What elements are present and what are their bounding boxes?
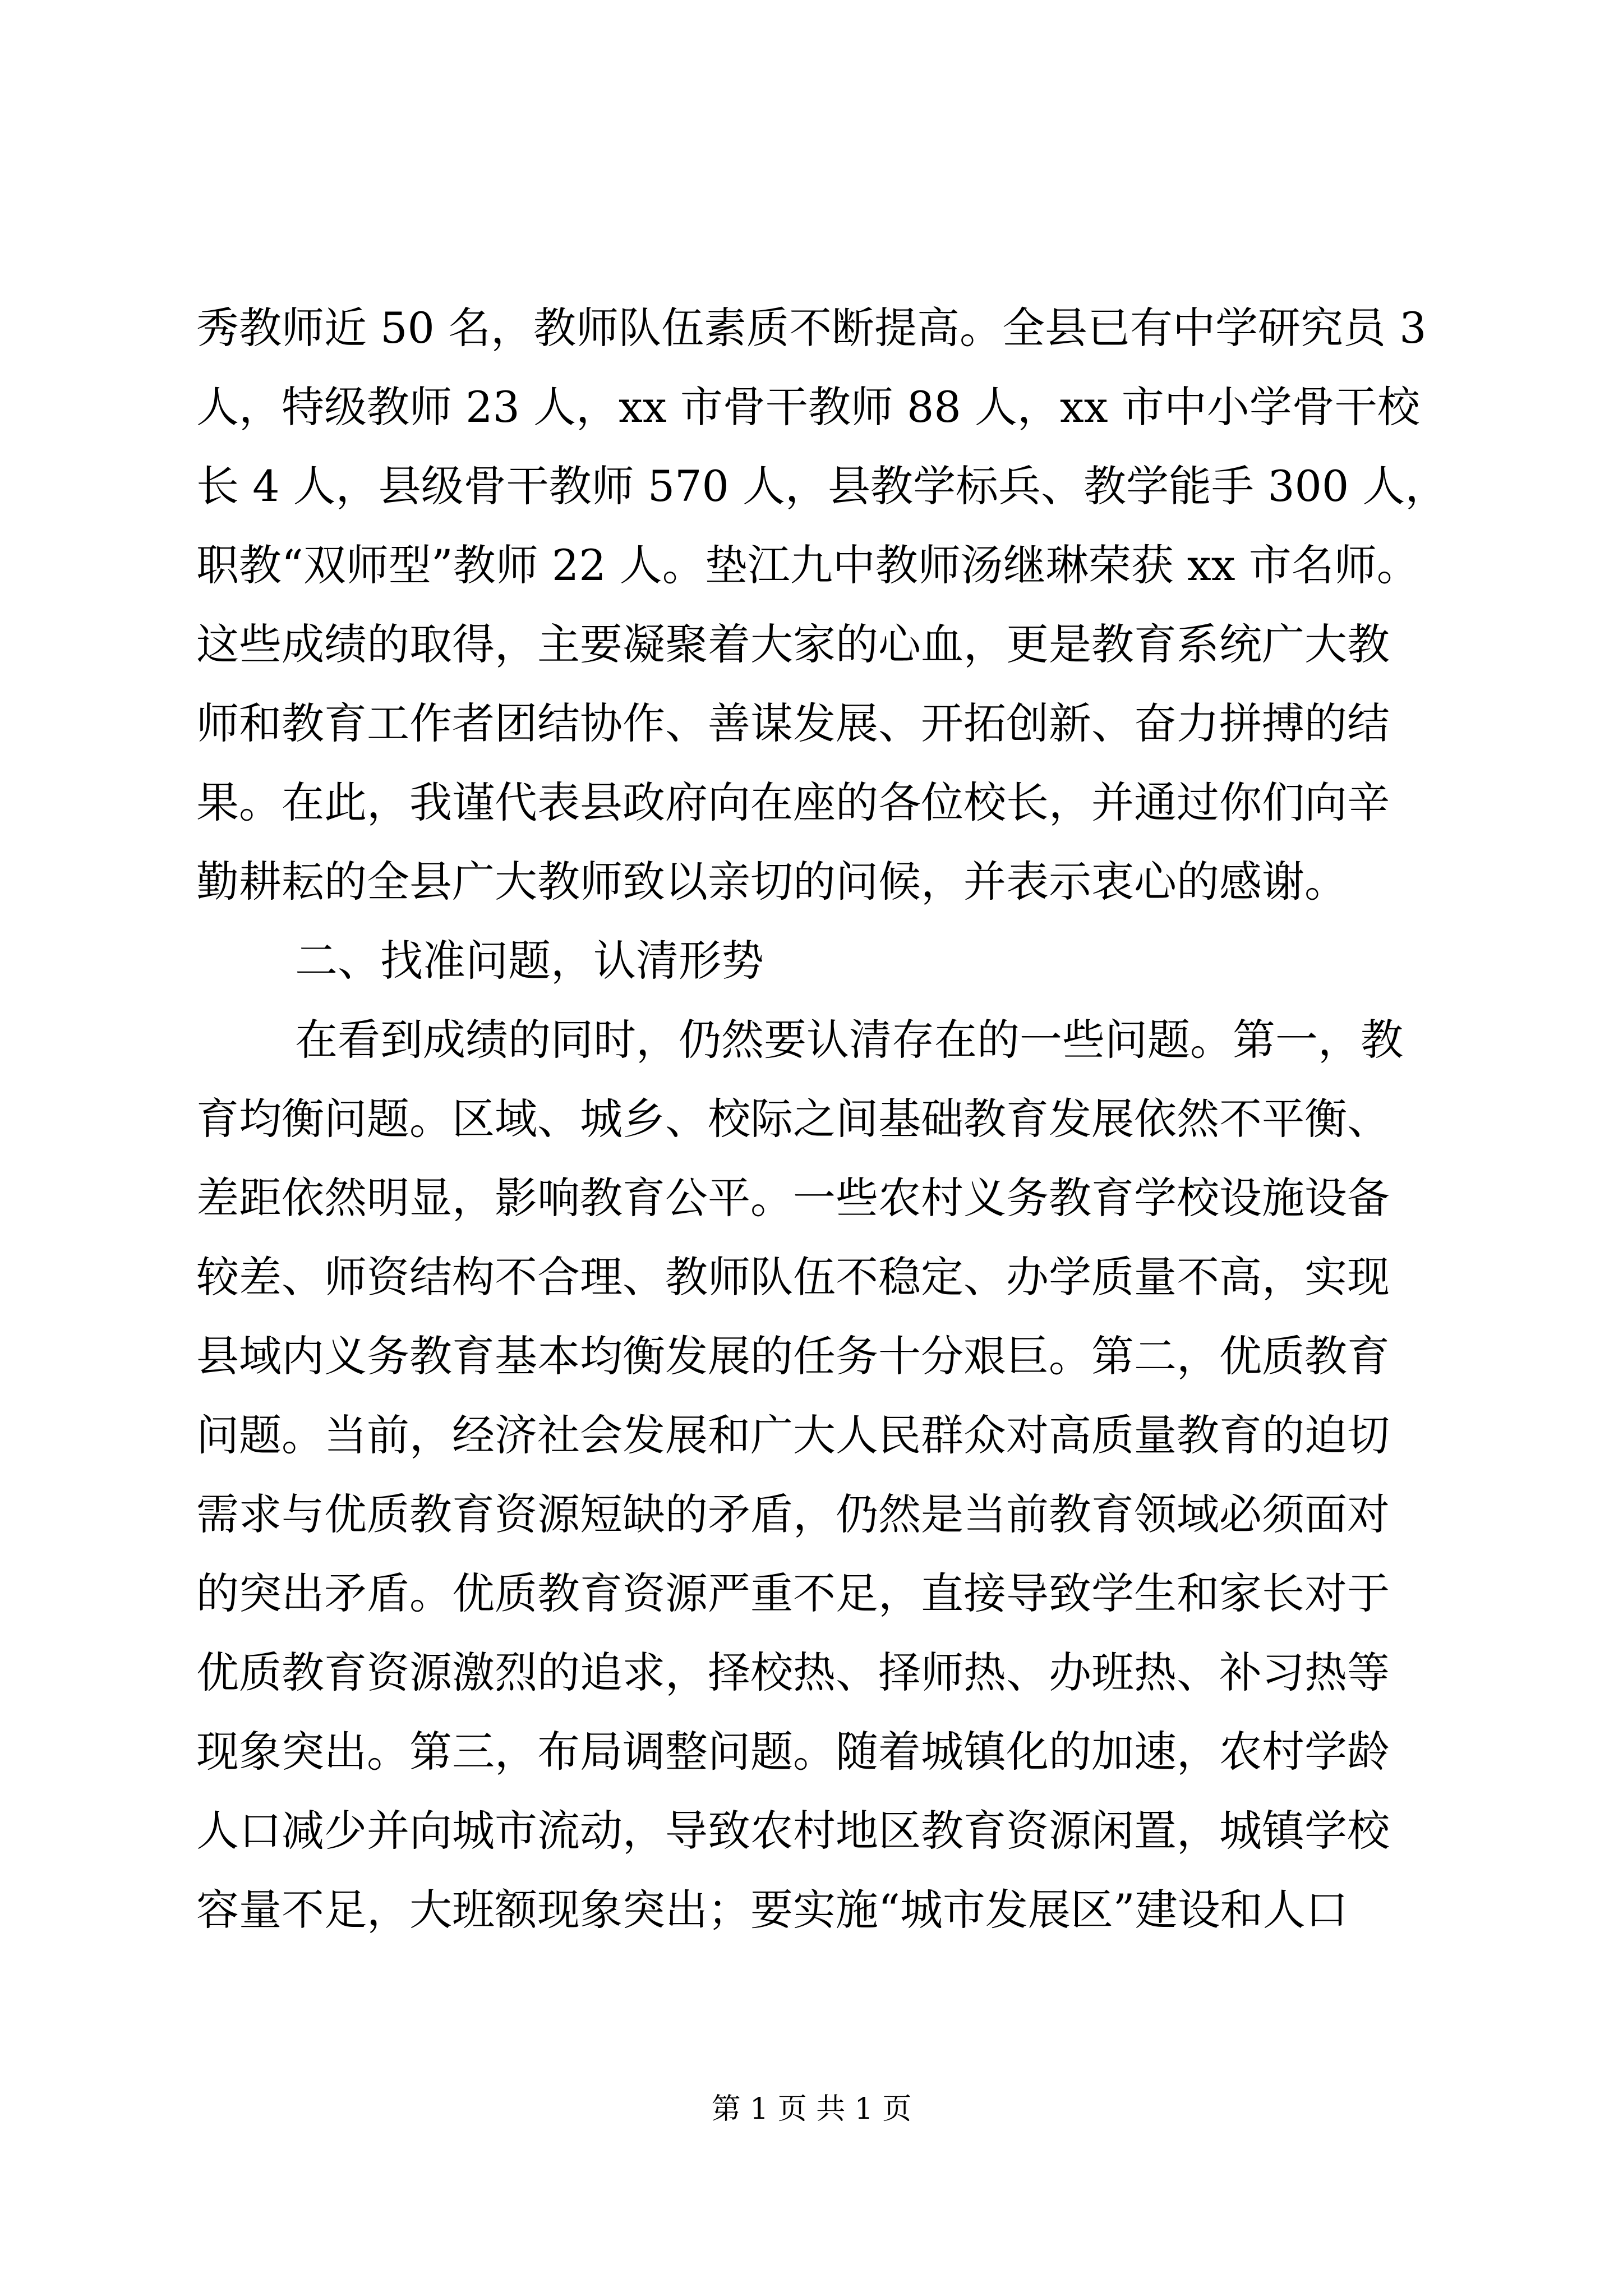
text-line: 问题。当前，经济社会发展和广大人民群众对高质量教育的迫切: [196, 1410, 1390, 1460]
text-line: 人口减少并向城市流动，导致农村地区教育资源闲置，城镇学校: [196, 1806, 1390, 1856]
text-line: 较差、师资结构不合理、教师队伍不稳定、办学质量不高，实现: [196, 1252, 1390, 1302]
text-line: 勤耕耘的全县广大教师致以亲切的问候，并表示衷心的感谢。: [196, 857, 1347, 907]
text-line: 师和教育工作者团结协作、善谋发展、开拓创新、奋力拼搏的结: [196, 698, 1390, 748]
text-line: 长 4 人，县级骨干教师 570 人，县教学标兵、教学能手 300 人，: [196, 461, 1448, 511]
text-line: 秀教师近 50 名，教师队伍素质不断提高。全县已有中学研究员 3: [196, 303, 1427, 353]
paragraph-first-line: 在看到成绩的同时，仍然要认清存在的一些问题。第一，教: [295, 1015, 1403, 1065]
text-line: 需求与优质教育资源短缺的矛盾，仍然是当前教育领域必须面对: [196, 1489, 1390, 1539]
text-line: 县域内义务教育基本均衡发展的任务十分艰巨。第二，优质教育: [196, 1331, 1390, 1381]
text-line: 优质教育资源激烈的追求，择校热、择师热、办班热、补习热等: [196, 1648, 1390, 1697]
section-heading: 二、找准问题，认清形势: [295, 936, 764, 986]
page-footer: 第 1 页 共 1 页: [711, 2092, 912, 2126]
text-line: 职教“双师型”教师 22 人。垫江九中教师汤继琳荣获 xx 市名师。: [196, 540, 1419, 590]
text-line: 现象突出。第三，布局调整问题。随着城镇化的加速，农村学龄: [196, 1727, 1390, 1777]
text-line: 差距依然明显，影响教育公平。一些农村义务教育学校设施设备: [196, 1173, 1390, 1223]
text-line: 的突出矛盾。优质教育资源严重不足，直接导致学生和家长对于: [196, 1568, 1390, 1618]
text-line: 人，特级教师 23 人，xx 市骨干教师 88 人，xx 市中小学骨干校: [196, 382, 1420, 432]
text-line: 育均衡问题。区域、城乡、校际之间基础教育发展依然不平衡、: [196, 1094, 1390, 1144]
text-line: 这些成绩的取得，主要凝聚着大家的心血，更是教育系统广大教: [196, 619, 1390, 669]
text-line: 容量不足，大班额现象突出；要实施“城市发展区”建设和人口: [196, 1885, 1348, 1935]
text-line: 果。在此，我谨代表县政府向在座的各位校长，并通过你们向辛: [196, 777, 1390, 827]
